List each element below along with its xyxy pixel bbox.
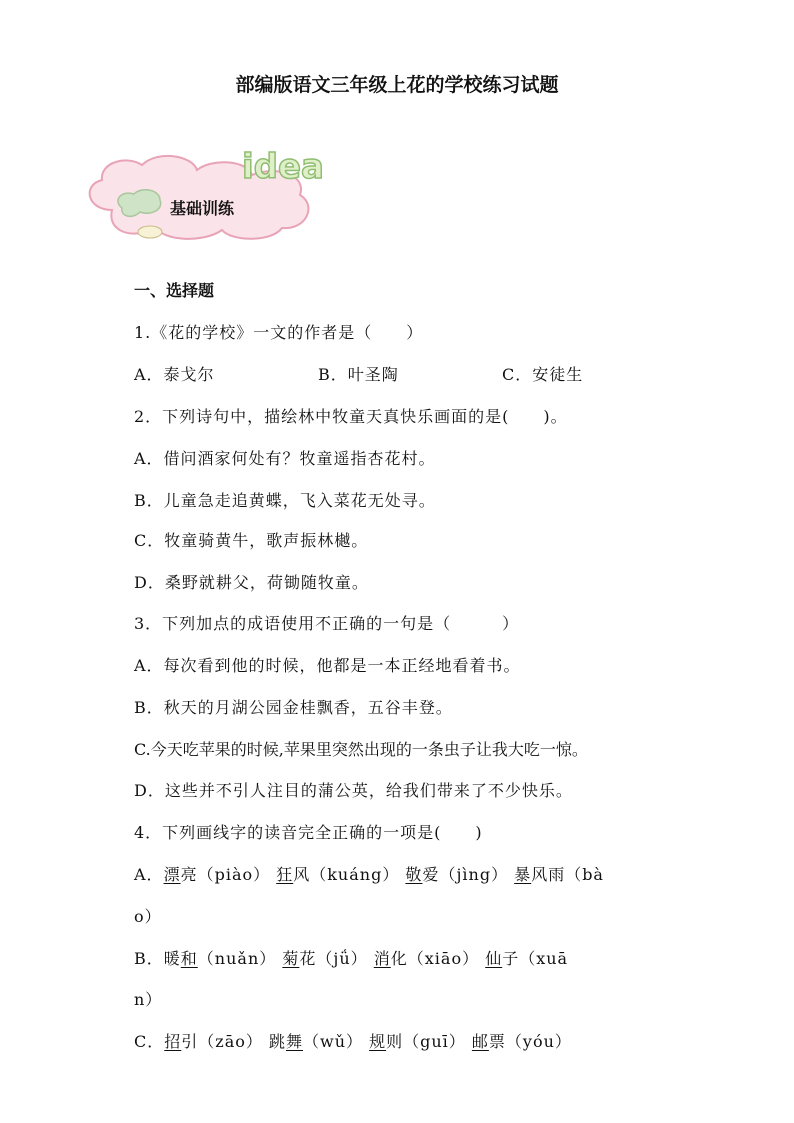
q1-option-b: B．叶圣陶 bbox=[318, 365, 399, 384]
pinyin-text: （nuǎn） bbox=[197, 949, 277, 968]
underlined-char: 仙 bbox=[485, 949, 503, 968]
q1-option-c: C．安徒生 bbox=[502, 365, 584, 384]
pinyin-text: 则（guī） bbox=[386, 1032, 466, 1051]
option-prefix: C． bbox=[134, 1032, 165, 1051]
question-3-stem: 3．下列加点的成语使用不正确的一句是（ ） bbox=[134, 614, 520, 633]
q2-option-a: A．借问酒家何处有？牧童遥指杏花村。 bbox=[134, 449, 436, 468]
banner-label: 基础训练 bbox=[170, 199, 235, 218]
question-4-stem: 4．下列画线字的读音完全正确的一项是( ) bbox=[134, 823, 483, 842]
q3-option-d: D．这些并不引人注目的蒲公英，给我们带来了不少快乐。 bbox=[134, 781, 573, 800]
q4-option-a-wrap: o） bbox=[134, 907, 162, 926]
underlined-char: 狂 bbox=[276, 865, 294, 884]
pinyin-text: 爱（jìng） bbox=[422, 865, 509, 884]
plain-char: 跳 bbox=[268, 1032, 286, 1051]
idea-word: idea bbox=[242, 150, 324, 187]
underlined-char: 邮 bbox=[471, 1032, 489, 1051]
underlined-char: 漂 bbox=[163, 865, 181, 884]
pinyin-text: 风雨（bà bbox=[531, 865, 604, 884]
underlined-char: 招 bbox=[164, 1032, 182, 1051]
q3-option-c: C.今天吃苹果的时候,苹果里突然出现的一条虫子让我大吃一惊。 bbox=[134, 740, 588, 759]
pinyin-text: 风（kuáng） bbox=[293, 865, 400, 884]
pinyin-text: 花（jǘ） bbox=[299, 949, 368, 968]
q4-option-c bbox=[134, 1029, 572, 1052]
q4-option-a bbox=[134, 862, 604, 885]
question-2-stem: 2．下列诗句中，描绘林中牧童天真快乐画面的是( )。 bbox=[134, 407, 568, 426]
underlined-char: 消 bbox=[373, 949, 391, 968]
underlined-char: 舞 bbox=[285, 1032, 303, 1051]
q2-option-c: C．牧童骑黄牛，歌声振林樾。 bbox=[134, 531, 369, 550]
underlined-char: 敬 bbox=[405, 865, 423, 884]
pinyin-text: 引（zāo） bbox=[181, 1032, 263, 1051]
q4-option-b bbox=[134, 946, 568, 969]
q4-option-b-wrap: n） bbox=[134, 990, 163, 1009]
option-prefix: A． bbox=[134, 865, 164, 884]
underlined-char: 暴 bbox=[514, 865, 532, 884]
plain-char: 暖 bbox=[163, 949, 181, 968]
q3-option-a: A．每次看到他的时候，他都是一本正经地看着书。 bbox=[134, 656, 521, 675]
question-1-stem: 1.《花的学校》一文的作者是（ ） bbox=[134, 323, 424, 342]
pinyin-text: 化（xiāo） bbox=[390, 949, 480, 968]
q2-option-b: B．儿童急走追黄蝶，飞入菜花无处寻。 bbox=[134, 491, 436, 510]
q1-option-a: A．泰戈尔 bbox=[134, 365, 215, 384]
underlined-char: 规 bbox=[369, 1032, 387, 1051]
pinyin-text: （wǔ） bbox=[303, 1032, 364, 1051]
underlined-char: 和 bbox=[180, 949, 198, 968]
q2-option-d: D．桑野就耕父，荷锄随牧童。 bbox=[134, 573, 369, 592]
pinyin-text: 子（xuā bbox=[502, 949, 569, 968]
section-heading: 一、选择题 bbox=[134, 281, 215, 300]
pinyin-text: 票（yóu） bbox=[488, 1032, 572, 1051]
pinyin-text: 亮（piào） bbox=[180, 865, 271, 884]
option-prefix: B． bbox=[134, 949, 164, 968]
q3-option-b: B．秋天的月湖公园金桂飘香，五谷丰登。 bbox=[134, 698, 453, 717]
underlined-char: 菊 bbox=[282, 949, 300, 968]
page-title: 部编版语文三年级上花的学校练习试题 bbox=[235, 74, 559, 96]
